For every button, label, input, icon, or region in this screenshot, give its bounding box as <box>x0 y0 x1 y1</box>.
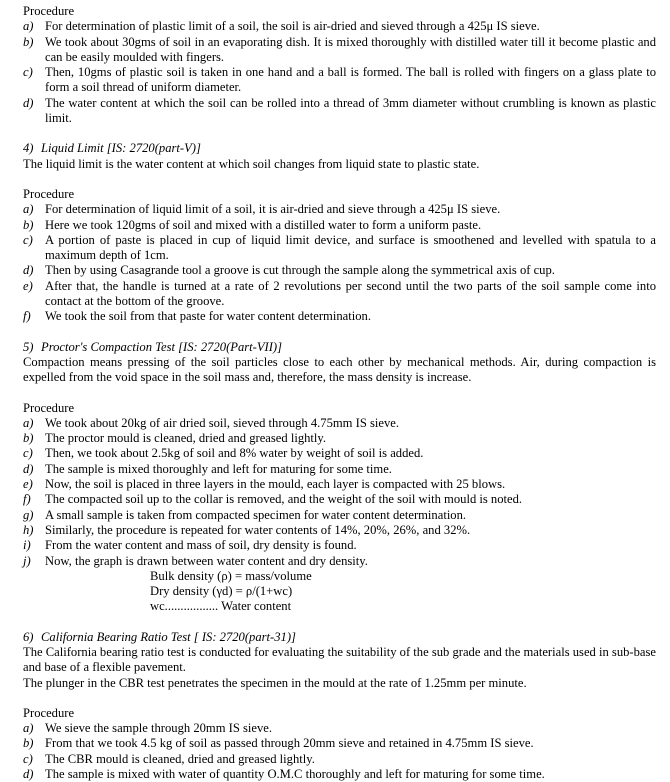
dry-density-formula: Dry density (γd) = ρ/(1+wc) <box>150 584 293 599</box>
proctor-steps <box>23 416 656 569</box>
list-item: b) We took about 30gms of soil in an evaporating dish. It is mixed thoroughly with distilled water till it become plastic and can be easily moulded with fingers. <box>23 34 656 64</box>
section-intro-2: The plunger in the CBR test penetrates the specimen in the mould at the rate of 1.25mm per minute. <box>23 675 527 690</box>
list-item: e) Now, the soil is placed in three layers in the mould, each layer is compacted with 25 blows. <box>23 477 506 492</box>
list-item: a) For determination of plastic limit of a soil, the soil is air-dried and sieved through a 425μ IS sieve. <box>23 19 540 34</box>
list-item: b) From that we took 4.5 kg of soil as passed through 20mm sieve and retained in 4.75mm IS sieve. <box>23 736 534 751</box>
list-item: c) A portion of paste is placed in cup of liquid limit device, and surface is smoothened and levelled with spatula to a maximum depth of 1cm. <box>23 232 656 263</box>
list-item: b) Here we took 120gms of soil and mixed with a distilled water to form a uniform paste. <box>23 217 482 232</box>
list-item: b) The proctor mould is cleaned, dried and greased lightly. <box>23 431 327 446</box>
list-item: a) We sieve the sample through 20mm IS sieve. <box>23 721 273 736</box>
cbr-steps <box>23 721 656 782</box>
procedure-heading: Procedure <box>23 186 75 201</box>
procedure-heading: Procedure <box>23 705 75 720</box>
bulk-density-formula: Bulk density (ρ) = mass/volume <box>150 568 312 583</box>
list-item: a) We took about 20kg of air dried soil, sieved through 4.75mm IS sieve. <box>23 415 400 430</box>
section-heading-proctor-compaction: 5) Proctor's Compaction Test [IS: 2720(Part-VII)] <box>23 339 283 354</box>
list-item: d) The sample is mixed thoroughly and left for maturing for some time. <box>23 461 392 476</box>
list-item: c) The CBR mould is cleaned, dried and greased lightly. <box>23 751 315 766</box>
list-item: j) Now, the graph is drawn between water content and dry density. <box>23 553 368 568</box>
list-item: e) After that, the handle is turned at a rate of 2 revolutions per second until the two parts of the soil sample come into contact at the bottom of the groove. <box>23 278 656 309</box>
list-item: g) A small sample is taken from compacted specimen for water content determination. <box>23 507 467 522</box>
list-item: d) Then by using Casagrande tool a groove is cut through the sample along the symmetrical axis of cup. <box>23 263 555 278</box>
list-item: a) For determination of liquid limit of a soil, it is air-dried and sieve through a 425μ IS sieve. <box>23 202 501 217</box>
procedure-heading: Procedure <box>23 4 75 18</box>
section-heading-liquid-limit: 4) Liquid Limit [IS: 2720(part-V)] <box>23 141 201 156</box>
procedure-heading: Procedure <box>23 400 75 415</box>
list-item: d) The sample is mixed with water of quantity O.M.C thoroughly and left for maturing for some time. <box>23 767 545 782</box>
density-formulas <box>23 569 656 615</box>
section-intro: The liquid limit is the water content at which soil changes from liquid state to plastic state. <box>23 156 480 171</box>
water-content-definition: wc................. Water content <box>150 599 292 614</box>
plastic-limit-steps <box>23 19 656 126</box>
section-intro: The California bearing ratio test is conducted for evaluating the suitability of the sub grade and the materials used in sub-base and base of a flexible pavement. <box>23 644 656 675</box>
section-heading-cbr: 6) California Bearing Ratio Test [ IS: 2720(part-31)] <box>23 629 296 644</box>
section-intro: Compaction means pressing of the soil particles close to each other by mechanical methods. Air, during compaction is expelled from the void space in the soil mass and, therefore, the mass density is increase. <box>23 354 656 385</box>
list-item: f) We took the soil from that paste for water content determination. <box>23 309 371 324</box>
list-item: h) Similarly, the procedure is repeated for water contents of 14%, 20%, 26%, and 32%. <box>23 522 471 537</box>
list-item: d) The water content at which the soil can be rolled into a thread of 3mm diameter without crumbling is known as plastic limit. <box>23 95 656 126</box>
list-item: i) From the water content and mass of soil, dry density is found. <box>23 538 357 553</box>
list-item: c) Then, 10gms of plastic soil is taken in one hand and a ball is formed. The ball is rolled with fingers on a glass plate to form a soil thread of uniform diameter. <box>23 65 656 95</box>
list-item: c) Then, we took about 2.5kg of soil and 8% water by weight of soil is added. <box>23 446 424 461</box>
list-item: f) The compacted soil up to the collar is removed, and the weight of the soil with mould is noted. <box>23 492 523 507</box>
liquid-limit-steps <box>23 202 656 324</box>
